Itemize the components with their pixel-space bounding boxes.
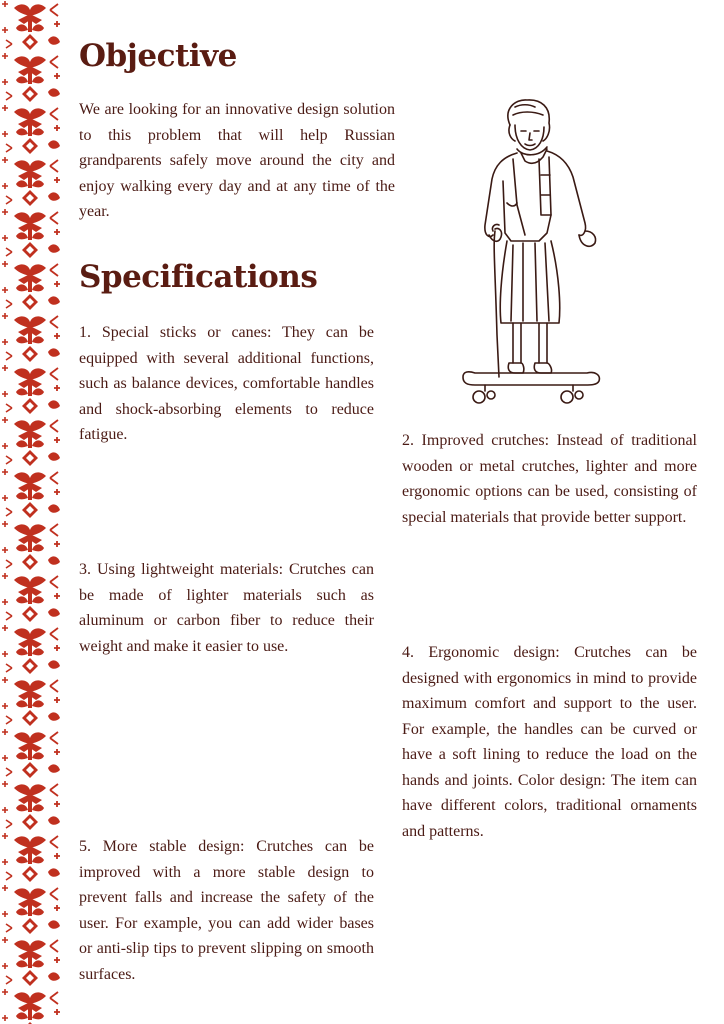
grandmother-skateboard-illustration-icon — [455, 95, 605, 410]
spec-item-1: 1. Special sticks or canes: They can be equipped with several additional functions, such as balance devices, comfortable handles and shock-absorbing elements to reduce fatigue. — [79, 324, 374, 443]
spec-item-5: 5. More stable design: Crutches can be improved with a more stable design to prevent falls and increase the safety of the user. For example, you can add wider bases or anti-slip tips to prevent slipping on smooth surfaces. — [79, 838, 374, 983]
objective-text: We are looking for an innovative design solution to this problem that will help Russian grandparents safely move around the city and enjoy walking every day and at any time of the year. — [79, 101, 395, 220]
spec-item-2: 2. Improved crutches: Instead of traditional wooden or metal crutches, lighter and more ergonomic options can be used, consisting of special materials that provide better support. — [402, 432, 697, 526]
objective-heading: Objective — [79, 38, 237, 74]
spec-item-3: 3. Using lightweight materials: Crutches can be made of lighter materials such as aluminum or carbon fiber to reduce their weight and make it easier to use. — [79, 561, 374, 655]
specifications-heading: Specifications — [79, 259, 318, 295]
spec-item-4: 4. Ergonomic design: Crutches can be designed with ergonomics in mind to provide maximum comfort and support to the user. For example, the handles can be curved or have a soft lining to reduce the load on the hands and joints. Color design: The item can have different colors, traditional ornaments and patterns. — [402, 644, 697, 840]
folk-ornament-border-icon — [0, 0, 62, 1024]
